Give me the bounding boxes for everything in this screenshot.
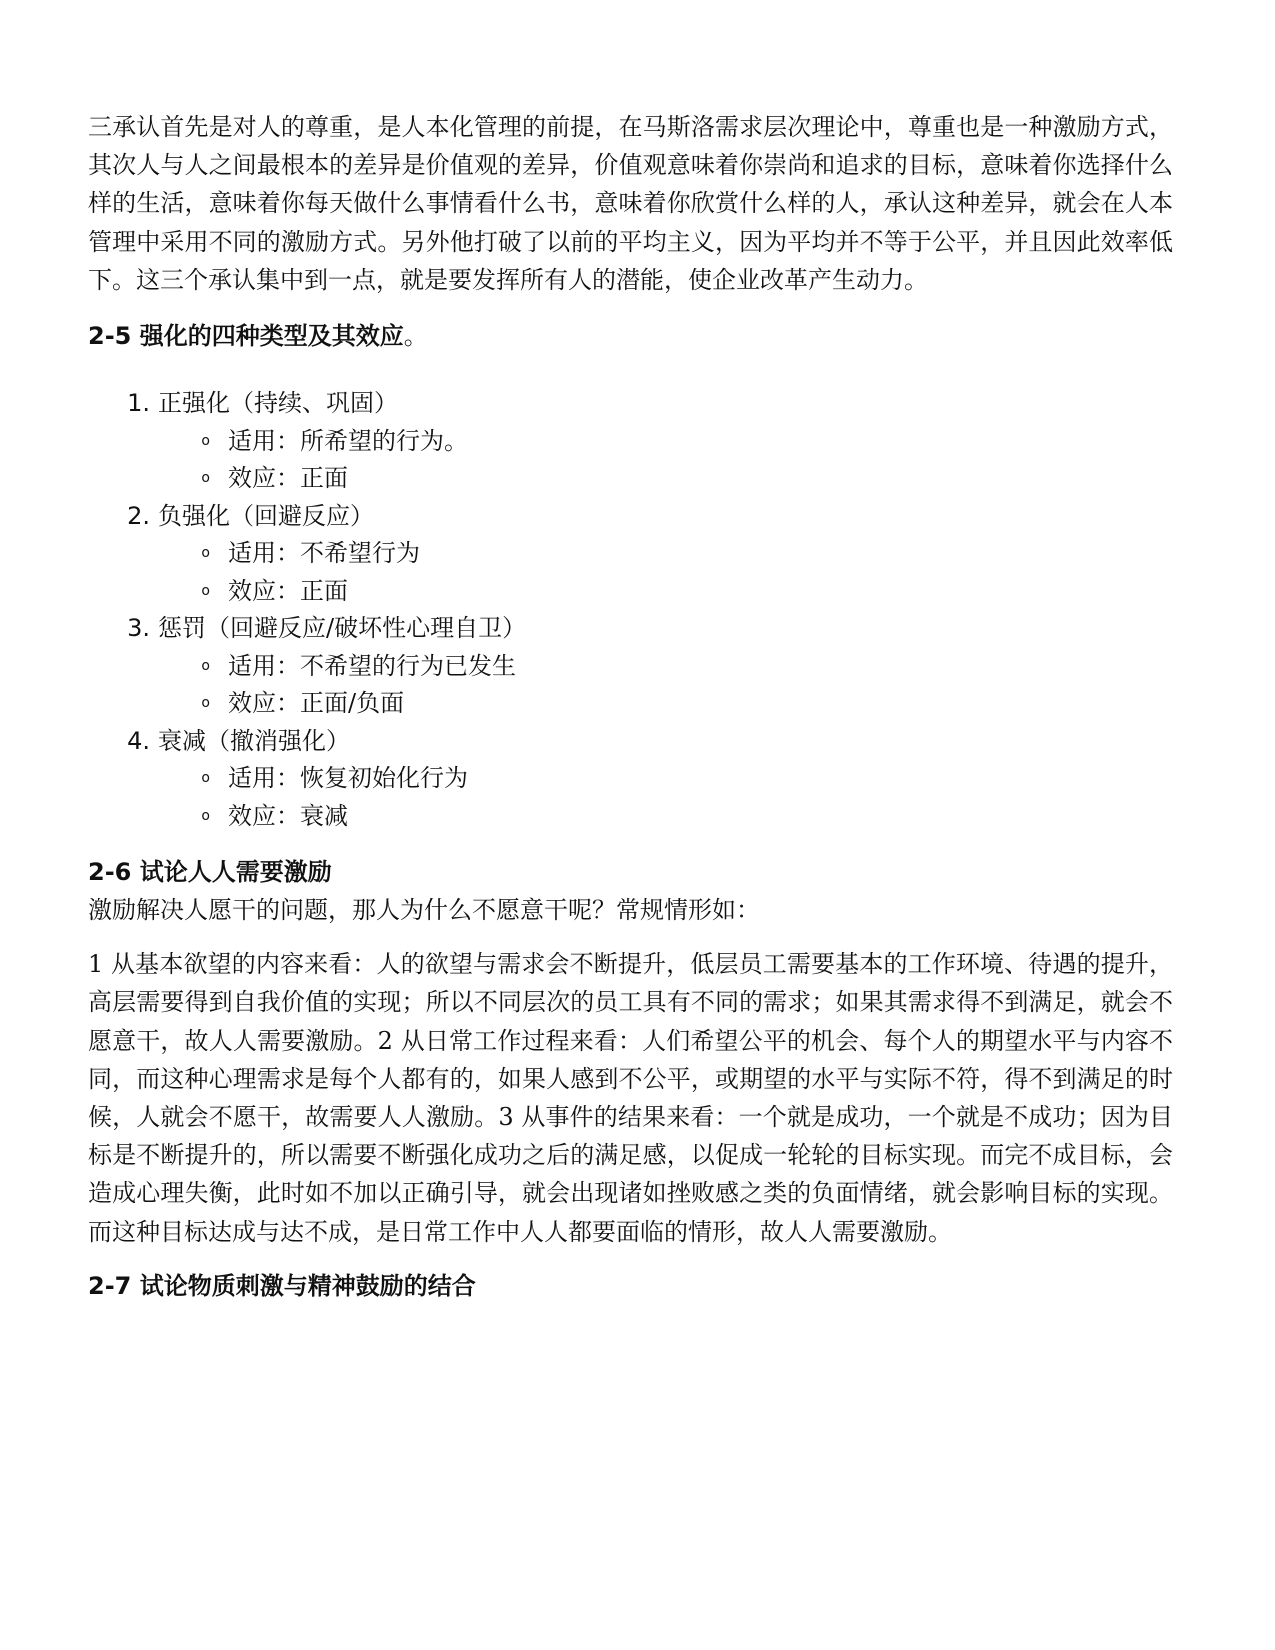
list-item-label: 正强化（持续、巩固） <box>158 389 398 418</box>
list-item-label: 惩罚（回避反应/破坏性心理自卫） <box>158 614 527 643</box>
sub-list-item <box>88 685 1173 723</box>
sub-list-item <box>88 798 1173 836</box>
list-item-label: 衰减（撤消强化） <box>158 726 350 755</box>
document-page <box>88 108 1173 1305</box>
sub-list <box>88 423 1173 498</box>
list-item <box>88 385 1173 498</box>
sub-list-item-text: 效应：正面/负面 <box>228 689 405 718</box>
sub-list-item <box>88 648 1173 686</box>
section-heading-2-7: 2-7 试论物质刺激与精神鼓励的结合 <box>88 1271 476 1300</box>
sub-list-item <box>88 573 1173 611</box>
section-heading-2-5-text: 2-5 强化的四种类型及其效应 <box>88 322 404 351</box>
circle-bullet-icon: o <box>201 770 210 787</box>
circle-bullet-icon: o <box>201 657 210 674</box>
sub-list-item-text: 效应：正面 <box>228 576 348 605</box>
circle-bullet-icon: o <box>201 582 210 599</box>
sub-list <box>88 535 1173 610</box>
sub-list <box>88 760 1173 835</box>
sub-list-item-text: 适用：恢复初始化行为 <box>228 764 468 793</box>
sub-list-item-text: 适用：不希望行为 <box>228 539 420 568</box>
sub-list-item <box>88 460 1173 498</box>
list-item-number: 2. <box>127 501 150 530</box>
sub-list-item <box>88 535 1173 573</box>
sub-list-item-text: 效应：正面 <box>228 464 348 493</box>
sub-list-item <box>88 423 1173 461</box>
section-2-6-body: 1 从基本欲望的内容来看：人的欲望与需求会不断提升，低层员工需要基本的工作环境、待遇的提升，高层需要得到自我价值的实现；所以不同层次的员工具有不同的需求；如果其需求得不到满足，就会不愿意干，故人人需要激励。2 从日常工作过程来看：人们希望公平的机会、每个人的期望水平与内容不同，而这种心理需求是每个人都有的，如果人感到不公平，或期望的水平与实际不符，得不到满足的时候，人就会不愿干，故需要人人激励。3 从事件的结果来看：一个就是成功，一个就是不成功；因为目标是不断提升的，所以需要不断强化成功之后的满足感，以促成一轮轮的目标实现。而完不成目标，会造成心理失衡，此时如不加以正确引导，就会出现诸如挫败感之类的负面情绪，就会影响目标的实现。而这种目标达成与达不成，是日常工作中人人都要面临的情形，故人人需要激励。 <box>88 950 1173 1246</box>
sub-list-item-text: 适用：不希望的行为已发生 <box>228 651 516 680</box>
circle-bullet-icon: o <box>201 807 210 824</box>
circle-bullet-icon: o <box>201 432 210 449</box>
list-item-label: 负强化（回避反应） <box>158 501 374 530</box>
circle-bullet-icon: o <box>201 695 210 712</box>
section-heading-2-6: 2-6 试论人人需要激励 <box>88 858 332 887</box>
sub-list-item-text: 适用：所希望的行为。 <box>228 426 468 455</box>
circle-bullet-icon: o <box>201 470 210 487</box>
list-item <box>88 498 1173 611</box>
section-heading-2-5 <box>88 317 1173 355</box>
sub-list <box>88 648 1173 723</box>
section-heading-2-5-tail: 。 <box>403 322 428 351</box>
list-item <box>88 723 1173 836</box>
list-item-number: 3. <box>127 614 150 643</box>
reinforcement-types-list <box>88 385 1173 835</box>
list-item-number: 1. <box>127 389 150 418</box>
sub-list-item <box>88 760 1173 798</box>
circle-bullet-icon: o <box>201 545 210 562</box>
list-item <box>88 610 1173 723</box>
sub-list-item-text: 效应：衰减 <box>228 801 348 830</box>
list-item-number: 4. <box>127 726 150 755</box>
intro-paragraph: 三承认首先是对人的尊重，是人本化管理的前提，在马斯洛需求层次理论中，尊重也是一种激励方式，其次人与人之间最根本的差异是价值观的差异，价值观意味着你崇尚和追求的目标，意味着你选择什么样的生活，意味着你每天做什么事情看什么书，意味着你欣赏什么样的人，承认这种差异，就会在人本管理中采用不同的激励方式。另外他打破了以前的平均主义，因为平均并不等于公平，并且因此效率低下。这三个承认集中到一点，就是要发挥所有人的潜能，使企业改革产生动力。 <box>88 113 1173 294</box>
section-2-6-intro: 激励解决人愿干的问题，那人为什么不愿意干呢？常规情形如： <box>88 896 760 925</box>
